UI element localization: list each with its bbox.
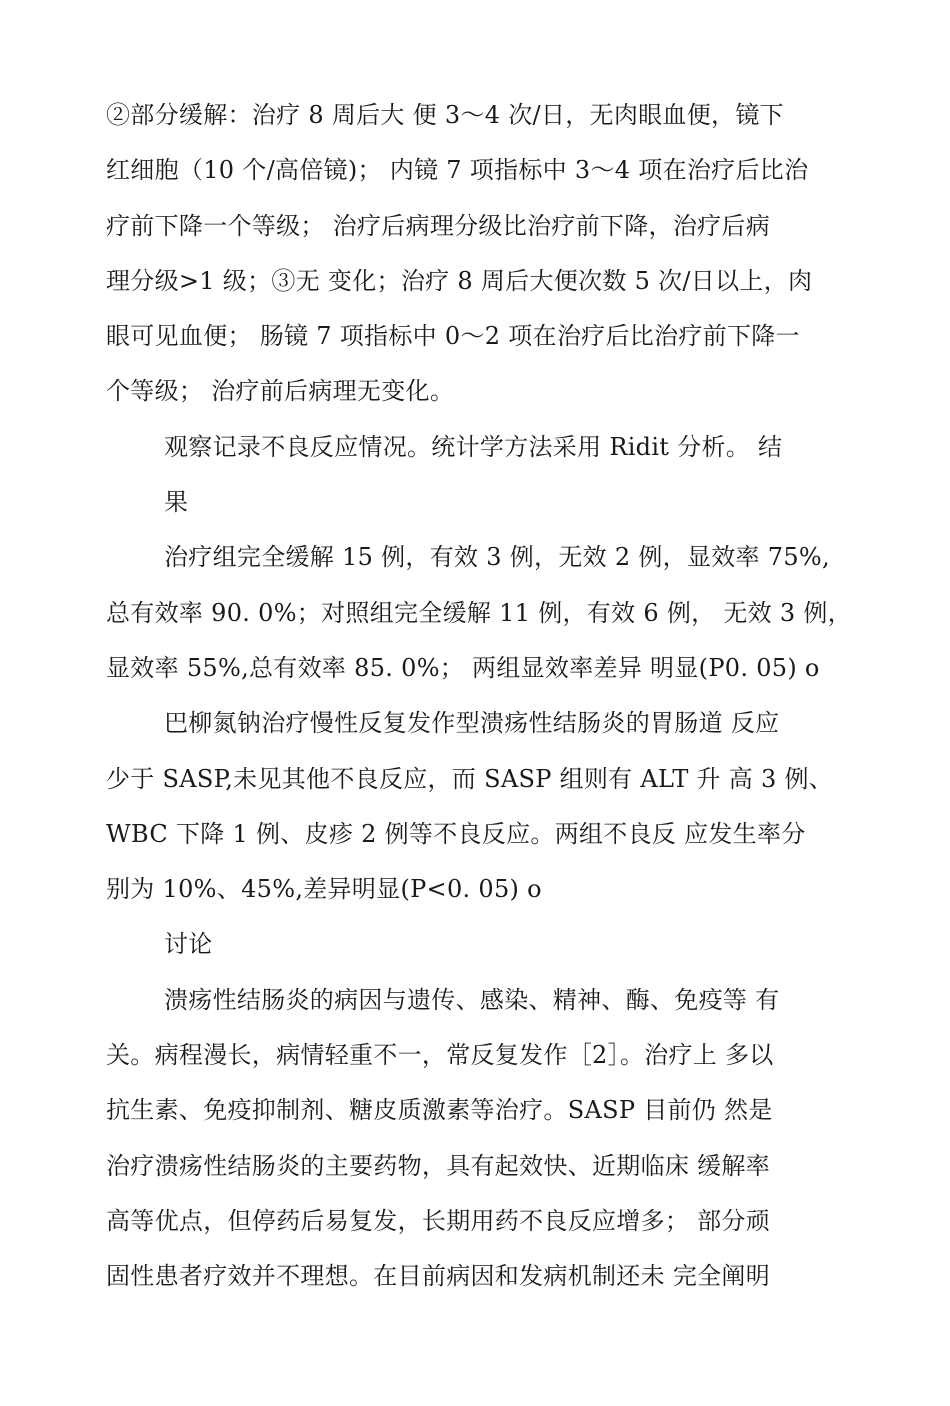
section-heading: 讨论 xyxy=(164,930,213,959)
text-line: 显效率 55%,总有效率 85. 0%； 两组显效率差异 明显(P0. 05) o xyxy=(106,653,820,682)
text-line: 别为 10%、45%,差异明显(P<0. 05) o xyxy=(106,875,542,904)
text-line: 固性患者疗效并不理想。在目前病因和发病机制还未 完全阐明 xyxy=(106,1262,771,1291)
text-line: WBC 下降 1 例、皮疹 2 例等不良反应。两组不良反 应发生率分 xyxy=(106,819,806,848)
text-line: ②部分缓解：治疗 8 周后大 便 3〜4 次/日，无肉眼血便，镜下 xyxy=(106,101,784,129)
text-line: 少于 SASP,未见其他不良反应，而 SASP 组则有 ALT 升 高 3 例、 xyxy=(106,764,834,793)
text-line: 溃疡性结肠炎的病因与遗传、感染、精神、酶、免疫等 有 xyxy=(164,985,780,1014)
text-line: 理分级>1 级；③无 变化；治疗 8 周后大便次数 5 次/日以上，肉 xyxy=(106,266,813,295)
text-line: 抗生素、免疫抑制剂、糖皮质激素等治疗。SASP 目前仍 然是 xyxy=(106,1096,773,1125)
text-line: 治疗组完全缓解 15 例，有效 3 例，无效 2 例，显效率 75%, xyxy=(164,543,830,572)
section-heading: 果 xyxy=(164,488,189,517)
text-line: 治疗溃疡性结肠炎的主要药物，具有起效快、近期临床 缓解率 xyxy=(106,1151,771,1180)
document-page xyxy=(106,88,852,1305)
text-line: 眼可见血便； 肠镜 7 项指标中 0〜2 项在治疗后比治疗前下降一 xyxy=(106,322,800,351)
text-line: 个等级； 治疗前后病理无变化。 xyxy=(106,377,455,406)
text-line: 红细胞（10 个/高倍镜)； 内镜 7 项指标中 3〜4 项在治疗后比治 xyxy=(106,156,809,185)
text-line: 巴柳氮钠治疗慢性反复发作型溃疡性结肠炎的胃肠道 反应 xyxy=(164,709,780,738)
text-line: 总有效率 90. 0%；对照组完全缓解 11 例，有效 6 例， 无效 3 例， xyxy=(106,598,852,627)
text-line: 关。病程漫长，病情轻重不一，常反复发作［2］。治疗上 多以 xyxy=(106,1041,774,1070)
text-line: 观察记录不良反应情况。统计学方法采用 Ridit 分析。 结 xyxy=(164,432,783,461)
text-line: 高等优点，但停药后易复发，长期用药不良反应增多； 部分顽 xyxy=(106,1206,771,1235)
text-line: 疗前下降一个等级； 治疗后病理分级比治疗前下降，治疗后病 xyxy=(106,211,771,240)
